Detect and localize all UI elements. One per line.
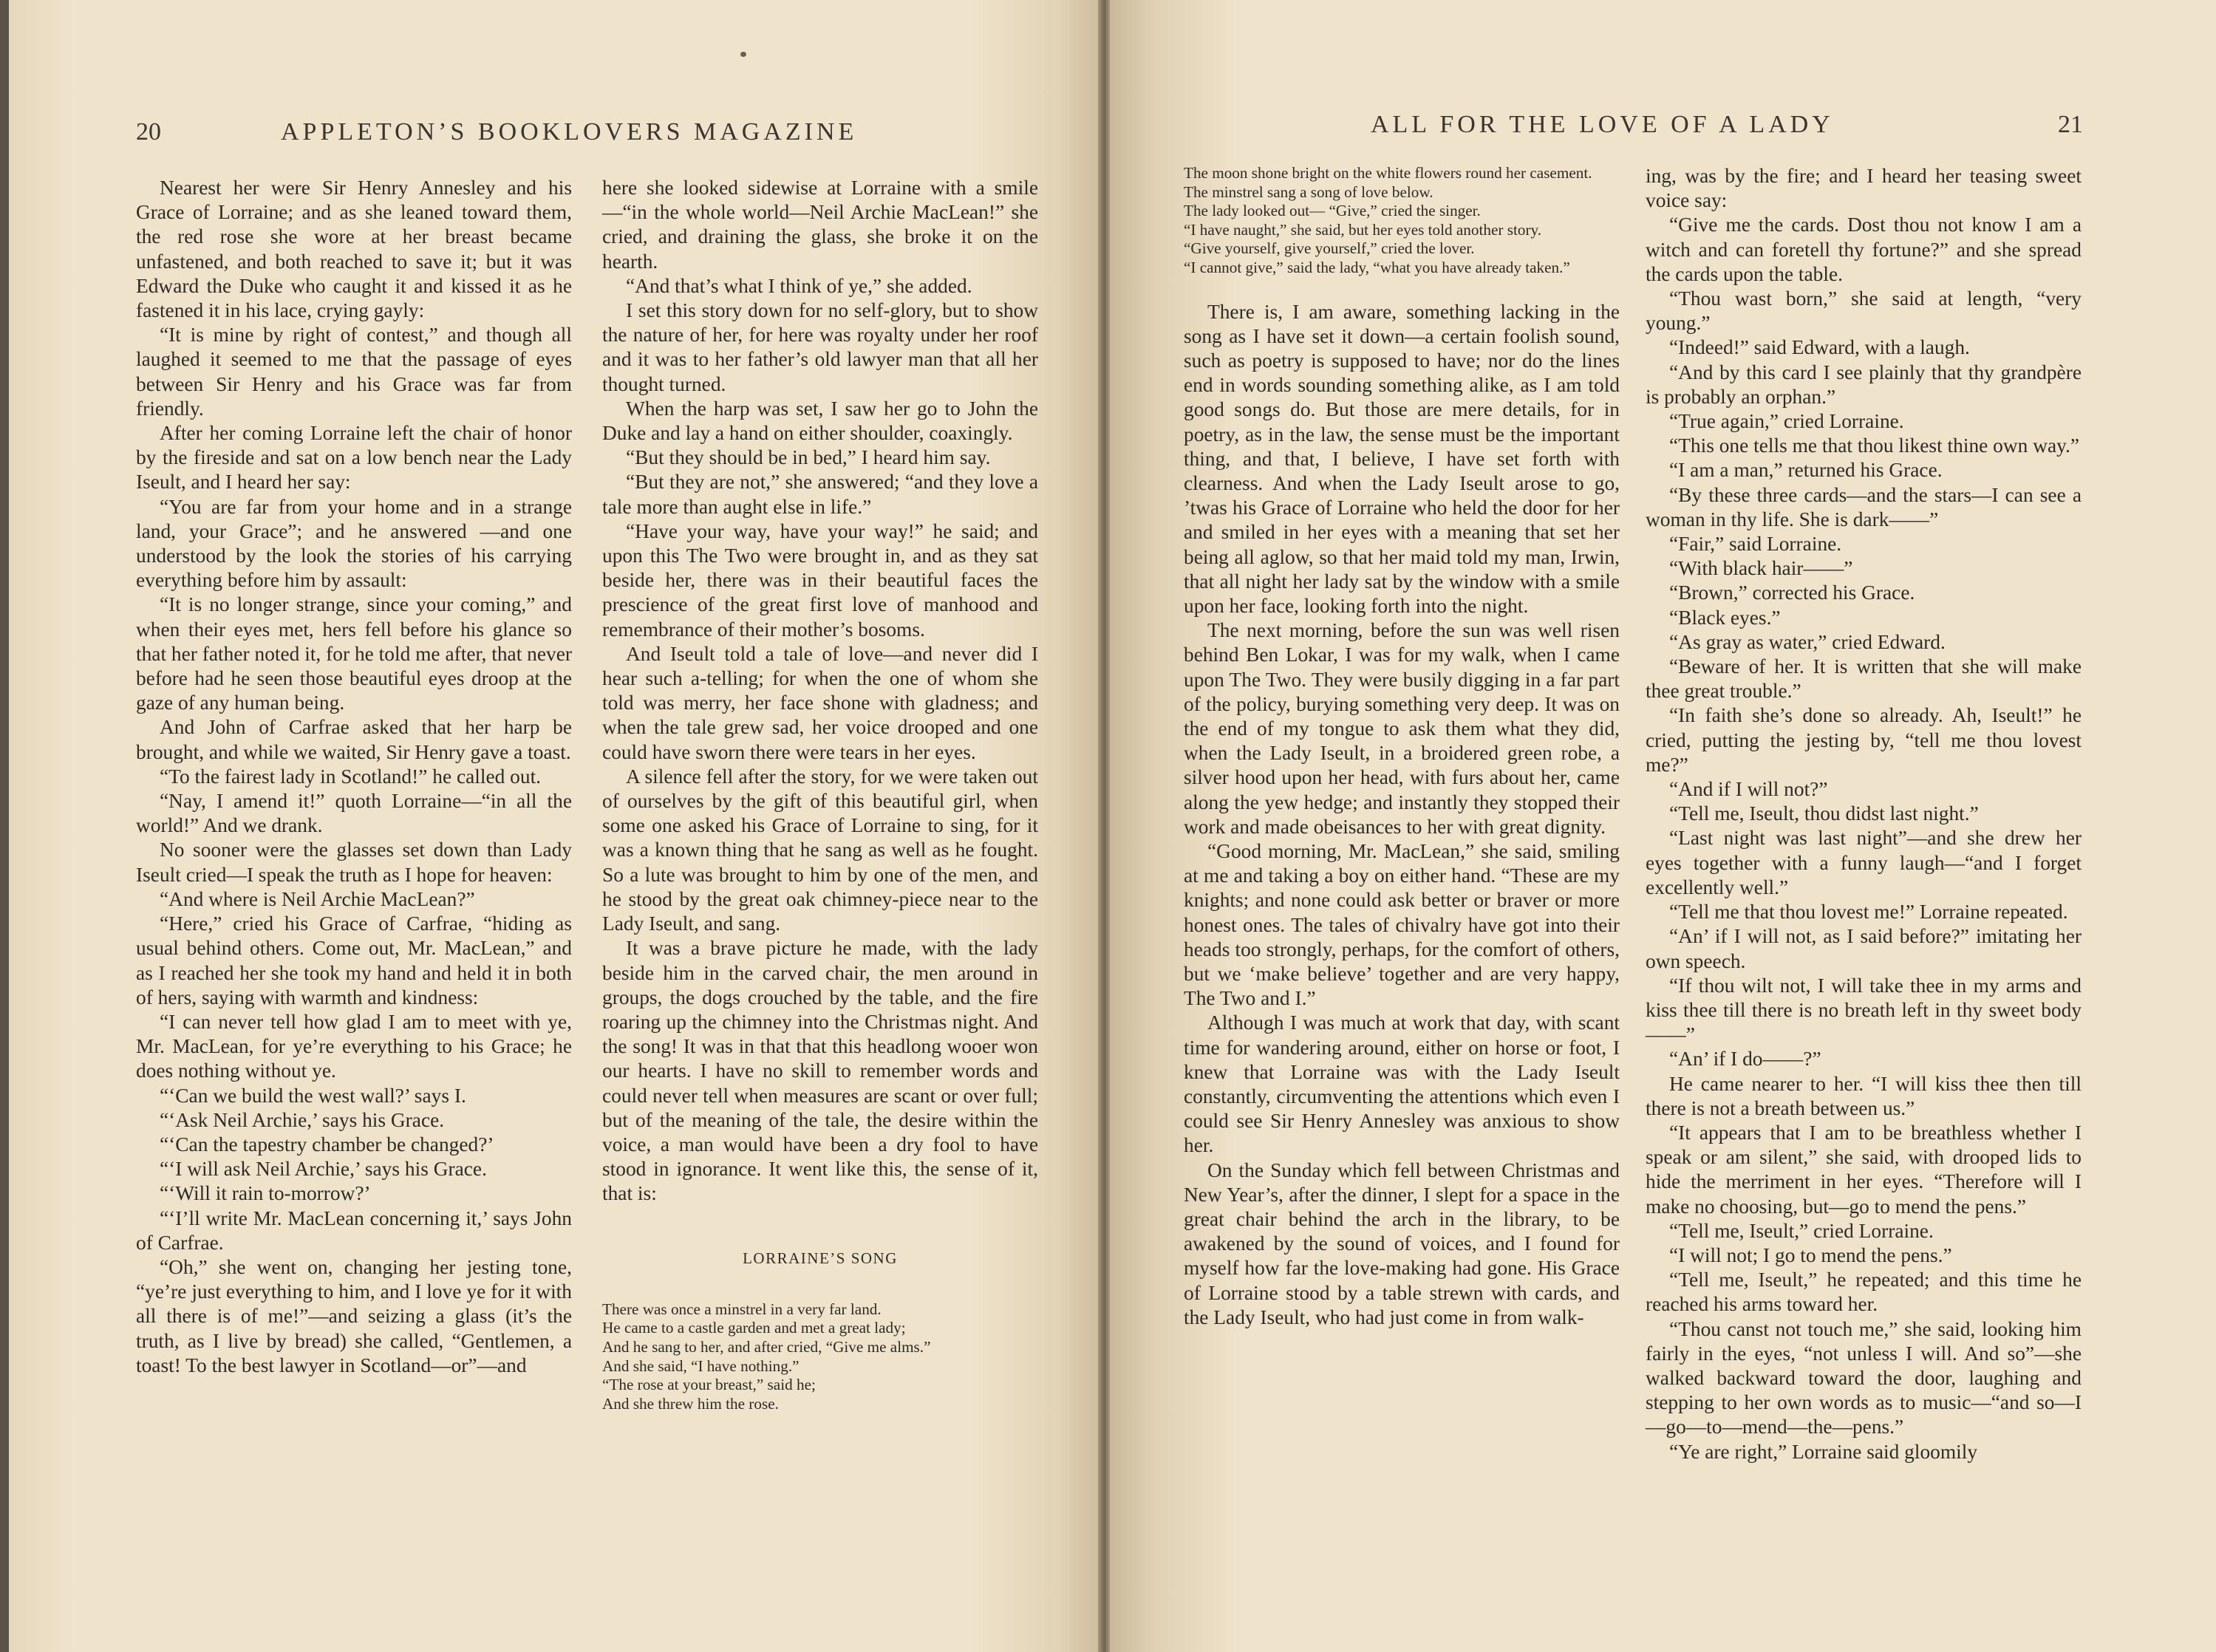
verse-line: And he sang to her, and after cried, “Give me alms.”: [602, 1337, 931, 1356]
paragraph: “Thou canst not touch me,” she said, looking him fairly in the eyes, “not unless I will. And so”—she walked backward toward the door, laughing and stepping to her own words as to music—“and so—I—go—to—mend—the—pens.”: [1646, 1317, 2082, 1438]
paragraph: There is, I am aware, something lacking in the song as I have set it down—a certain foolish sound, such as poetry is supposed to have; nor do the lines end in words sounding something alike, as I am told good songs do. But those are mere details, for in poetry, as in the law, the sense must be the important thing, and that, I believe, I have set forth with clearness. And when the Lady Iseult arose to go, ’twas his Grace of Lorraine who held the door for her and smiled in her eyes with a meaning that set her being all aglow, so that her maid told my man, Irwin, that all night her lady sat by the window with a smile upon her face, looking forth into the night.: [1184, 300, 1620, 617]
verse-line: And she said, “I have nothing.”: [602, 1356, 800, 1375]
paragraph: I set this story down for no self-glory, but to show the nature of her, for here was royalty under her roof and it was to her father’s old lawyer man that all her thought turned.: [602, 299, 1038, 395]
verse-line: And she threw him the rose.: [602, 1394, 779, 1413]
verse-line: “I have naught,” she said, but her eyes told another story.: [1184, 220, 1542, 239]
paragraph: “Tell me, Iseult, thou didst last night.”: [1669, 802, 1979, 825]
song-title: LORRAINE’S SONG: [743, 1249, 898, 1267]
paragraph: “Tell me, Iseult,” cried Lorraine.: [1669, 1219, 1934, 1242]
running-head: ALL FOR THE LOVE OF A LADY: [1371, 111, 1834, 138]
paragraph: No sooner were the glasses set down than Lady Iseult cried—I speak the truth as I hope for heaven:: [136, 839, 572, 886]
paragraph: Although I was much at work that day, with scant time for wandering around, either on horse or foot, I knew that Lorraine was with the Lady Iseult constantly, circumventing the attentions which even I could see Sir Henry Annesley was anxious to show her.: [1184, 1011, 1620, 1157]
paragraph: “Indeed!” said Edward, with a laugh.: [1669, 336, 1970, 359]
paragraph: He came nearer to her. “I will kiss thee then till there is not a breath between us.”: [1646, 1072, 2082, 1119]
paragraph: And Iseult told a tale of love—and never did I hear such a-telling; for when the one of whom she told was merry, her face shone with gladness; and when the tale grew sad, her voice drooped and one could have sworn there were tears in her eyes.: [602, 642, 1038, 763]
paragraph: “‘Can we build the west wall?’ says I.: [160, 1084, 466, 1107]
paragraph: “And where is Neil Archie MacLean?”: [160, 887, 475, 910]
right-page: [1110, 0, 2216, 1652]
paragraph: “To the fairest lady in Scotland!” he called out.: [160, 765, 542, 788]
paragraph: “Give me the cards. Dost thou not know I am a witch and can foretell thy fortune?” and she spread the cards upon the table.: [1646, 214, 2082, 285]
paragraph: “As gray as water,” cried Edward.: [1669, 630, 1946, 653]
song-verse: [1184, 164, 1620, 278]
paragraph: “And if I will not?”: [1669, 778, 1828, 801]
paragraph: “Tell me, Iseult,” he repeated; and this time he reached his arms toward her.: [1646, 1269, 2082, 1316]
verse-line: The moon shone bright on the white flowers round her casement.: [1184, 164, 1592, 182]
text-column-2: [1646, 164, 2082, 1464]
paragraph: “You are far from your home and in a strange land, your Grace”; and he answered —and one understood by the look the stories of his carrying everything before him by assault:: [136, 495, 572, 592]
paragraph: “Thou wast born,” she said at length, “very young.”: [1646, 287, 2082, 335]
paragraph: “This one tells me that thou likest thine own way.”: [1669, 434, 2080, 457]
paragraph: “Tell me that thou lovest me!” Lorraine repeated.: [1669, 901, 2068, 924]
paragraph: “Have your way, have your way!” he said; and upon this The Two were brought in, and as they sat beside her, there was in their beautiful faces the prescience of the great first love of manhood and remembrance of their mother’s bosoms.: [602, 519, 1038, 641]
paragraph: A silence fell after the story, for we were taken out of ourselves by the gift of this beautiful girl, when some one asked his Grace of Lorraine to sing, for it was a known thing that he sang as well as he fought. So a lute was brought to him by one of the men, and he stood by the great oak chimney-piece near to the Lady Iseult, and sang.: [602, 765, 1038, 935]
song-verse: [602, 1300, 1038, 1414]
paragraph: “‘Will it rain to-morrow?’: [160, 1182, 371, 1205]
paragraph: “‘I will ask Neil Archie,’ says his Grace.: [160, 1158, 487, 1181]
text-column-1: [136, 176, 572, 1378]
paragraph: “Fair,” said Lorraine.: [1669, 533, 1842, 556]
text-column-1: [1184, 164, 1620, 1330]
paragraph: “It is mine by right of contest,” and though all laughed it seemed to me that the passage of eyes between Sir Henry and his Grace was far from friendly.: [136, 324, 572, 420]
paragraph: “And that’s what I think of ye,” she added.: [626, 274, 972, 297]
paragraph: Nearest her were Sir Henry Annesley and his Grace of Lorraine; and as she leaned toward them, the red rose she wore at her breast became unfastened, and both reached to save it; but it was Edward the Duke who caught it and kissed it as he fastened it in his lace, crying gayly:: [136, 177, 572, 322]
paragraph: “‘Ask Neil Archie,’ says his Grace.: [160, 1108, 445, 1131]
paragraph: “Black eyes.”: [1669, 606, 1781, 629]
paragraph: “And by this card I see plainly that thy grandpère is probably an orphan.”: [1646, 361, 2082, 408]
page-number: 20: [136, 118, 161, 146]
paragraph: “Last night was last night”—and she drew her eyes together with a funny laugh—“and I forget excellently well.”: [1646, 827, 2082, 898]
paragraph: “An’ if I do——?”: [1669, 1048, 1821, 1071]
paragraph: “An’ if I will not, as I said before?” imitating her own speech.: [1646, 925, 2082, 972]
verse-line: There was once a minstrel in a very far land.: [602, 1300, 882, 1318]
paragraph: “Nay, I amend it!” quoth Lorraine—“in all the world!” And we drank.: [136, 790, 572, 837]
paragraph: “With black hair——”: [1669, 557, 1853, 580]
paragraph: When the harp was set, I saw her go to John the Duke and lay a hand on either shoulder, coaxingly.: [602, 397, 1038, 445]
running-head: APPLETON’S BOOKLOVERS MAGAZINE: [281, 118, 858, 146]
paragraph: After her coming Lorraine left the chair of honor by the fireside and sat on a low bench near the Lady Iseult, and I heard her say:: [136, 422, 572, 494]
paragraph: “But they should be in bed,” I heard him say.: [626, 446, 991, 469]
paragraph: “By these three cards—and the stars—I can see a woman in thy life. She is dark——”: [1646, 483, 2082, 530]
paragraph: It was a brave picture he made, with the lady beside him in the carved chair, the men around in groups, the dogs crouched by the table, and the fire roaring up the chimney into the Christmas night. And the song! It was in that that this headlong wooer won our hearts. I have no skill to remember words and could never tell when measures are scant or over full; but of the meaning of the tale, the desire within the voice, a man would have been a dry fool to have stood in ignorance. It went like this, the sense of it, that is:: [602, 937, 1038, 1205]
paragraph: “Here,” cried his Grace of Carfrae, “hiding as usual behind others. Come out, Mr. MacLean,” and as I reached her she took my hand and held it in both of hers, saying with warmth and kindness:: [136, 912, 572, 1008]
paragraph: “But they are not,” she answered; “and they love a tale more than aught else in life.”: [602, 471, 1038, 518]
paragraph: “Ye are right,” Lorraine said gloomily: [1669, 1440, 1978, 1463]
text-column-2: [602, 176, 1038, 1413]
paragraph: “Brown,” corrected his Grace.: [1669, 581, 1915, 604]
paragraph: “I am a man,” returned his Grace.: [1669, 459, 1943, 482]
paragraph: “It appears that I am to be breathless whether I speak or am silent,” she said, with drooped lids to hide the merriment in her eyes. “Therefore will I make no choosing, but—go to mend the pens.”: [1646, 1121, 2082, 1218]
verse-line: “Give yourself, give yourself,” cried the lover.: [1184, 239, 1475, 258]
verse-line: “The rose at your breast,” said he;: [602, 1376, 816, 1394]
paragraph: “Beware of her. It is written that she will make thee great trouble.”: [1646, 655, 2082, 703]
verse-line: “I cannot give,” said the lady, “what you have already taken.”: [1184, 258, 1570, 276]
column-prose: [1184, 300, 1620, 1331]
verse-line: The minstrel sang a song of love below.: [1184, 182, 1433, 201]
paragraph: “Good morning, Mr. MacLean,” she said, smiling at me and taking a boy on either hand. “These are my knights; and none could ask better or braver or more honest ones. The tales of chivalry have got into their heads too strongly, perhaps, for the comfort of others, but we ‘make believe’ together and are very happy, The Two and I.”: [1184, 840, 1620, 1010]
verse-line: He came to a castle garden and met a great lady;: [602, 1319, 906, 1337]
paragraph: “In faith she’s done so already. Ah, Iseult!” he cried, putting the jesting by, “tell me thou lovest me?”: [1646, 704, 2082, 776]
paragraph: The next morning, before the sun was well risen behind Ben Lokar, I was for my walk, when I came upon The Two. They were busily digging in a far part of the policy, burying something very deep. It was on the end of my tongue to ask them what they did, when the Lady Iseult, in a broidered green robe, a silver hood upon her head, with furs about her, came along the yew hedge; and instantly they stopped their work and made obeisances to her with great dignity.: [1184, 619, 1620, 838]
paragraph: “‘I’ll write Mr. MacLean concerning it,’ says John of Carfrae.: [136, 1206, 572, 1254]
paragraph: “‘Can the tapestry chamber be changed?’: [160, 1133, 494, 1156]
paragraph: “If thou wilt not, I will take thee in my arms and kiss thee till there is no breath left in thy sweet body——”: [1646, 974, 2082, 1046]
paragraph: “I will not; I go to mend the pens.”: [1669, 1243, 1952, 1266]
paragraph: On the Sunday which fell between Christmas and New Year’s, after the dinner, I slept for a space in the great chair behind the arch in the library, to be awakened by the sound of voices, and I found for myself how far the love-making had gone. His Grace of Lorraine stood by a table strewn with cards, and the Lady Iseult, who had just come in from walk-: [1184, 1158, 1620, 1328]
left-page: [9, 0, 1101, 1652]
paragraph: “I can never tell how glad I am to meet with ye, Mr. MacLean, for ye’re everything to his Grace; he does nothing without ye.: [136, 1010, 572, 1082]
column-prose: [602, 176, 1038, 1206]
paragraph: here she looked sidewise at Lorraine with a smile—“in the whole world—Neil Archie MacLean!” she cried, and draining the glass, she broke it on the hearth.: [602, 177, 1038, 273]
paragraph: “True again,” cried Lorraine.: [1669, 410, 1904, 433]
paragraph: “It is no longer strange, since your coming,” and when their eyes met, hers fell before his glance so that her father noted it, for he told me after, that never before had he seen those beautiful eyes droop at the gaze of any human being.: [136, 593, 572, 714]
paragraph: “Oh,” she went on, changing her jesting tone, “ye’re just everything to him, and I love ye for it with all there is of me!”—and seizing a glass (it’s the truth, as I live by bread) she called, “Gentlemen, a toast! To the best lawyer in Scotland—or”—and: [136, 1255, 572, 1376]
page-number: 21: [2058, 111, 2083, 138]
paragraph: And John of Carfrae asked that her harp be brought, and while we waited, Sir Henry gave a toast.: [136, 716, 572, 763]
paragraph: ing, was by the fire; and I heard her teasing sweet voice say:: [1646, 165, 2082, 212]
verse-line: The lady looked out— “Give,” cried the singer.: [1184, 202, 1481, 220]
page-speck: [740, 52, 746, 57]
